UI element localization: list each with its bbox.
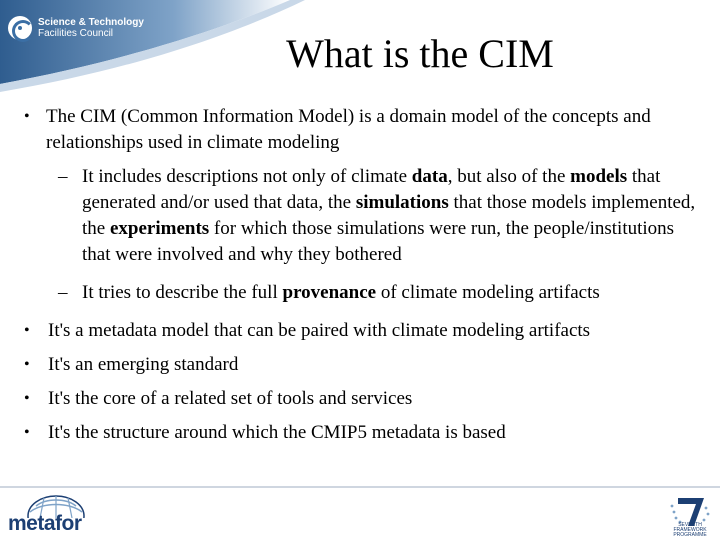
bullet-text: It's a metadata model that can be paired with climate modeling artifacts	[48, 320, 591, 341]
bullet-metadata-model	[24, 318, 704, 344]
sub-bullet-provenance	[24, 280, 704, 306]
stfc-logo	[8, 8, 178, 48]
stfc-logo-line2: Facilities Council	[38, 28, 114, 39]
bullet-text: The CIM (Common Information Model) is a domain model of the concepts and relationships used in climate modeling	[46, 106, 651, 153]
bullet-icon: •	[24, 390, 30, 407]
fp7-logo-text: SEVENTH FRAMEWORK PROGRAMME	[673, 522, 707, 538]
bullet-text: It's the structure around which the CMIP5 metadata is based	[48, 422, 506, 443]
sub-bullet-descriptions	[24, 164, 704, 268]
bullet-icon: •	[24, 424, 30, 441]
dash-icon: –	[58, 282, 68, 303]
bullet-text: It's an emerging standard	[48, 354, 239, 375]
bullet-icon: •	[24, 108, 30, 125]
stfc-logo-line1: Science & Technology	[38, 17, 144, 28]
bullet-tools-core	[24, 386, 704, 412]
text-run: of climate modeling artifacts	[376, 282, 600, 303]
bullet-icon: •	[24, 322, 30, 339]
bullet-cmip5-structure	[24, 420, 704, 446]
bold-term-simulations: simulations	[355, 192, 449, 213]
slide-title: What is the CIM	[286, 31, 554, 76]
bullet-icon: •	[24, 356, 30, 373]
sub-bullet-text	[82, 166, 695, 265]
stfc-logo-text	[38, 17, 144, 39]
bold-term-experiments: experiments	[109, 218, 210, 239]
text-run: that those models implemented, the	[82, 192, 696, 239]
bold-term-data: data	[411, 166, 448, 187]
text-run: , but also of the	[447, 166, 571, 187]
text-run: for which those simulations were run, the people/institutions that were involved and why they bothered	[82, 218, 675, 265]
dash-icon: –	[58, 166, 68, 187]
footer-divider	[0, 486, 720, 488]
text-run: It includes descriptions not only of climate	[82, 166, 412, 187]
bold-term-provenance: provenance	[282, 282, 377, 303]
bullet-text: It's the core of a related set of tools and services	[48, 388, 413, 409]
sub-bullet-text	[82, 282, 600, 303]
stfc-logo-icon	[8, 16, 32, 40]
slide-content	[24, 104, 704, 454]
metafor-logo-text: metafor	[8, 512, 82, 535]
text-run: that generated and/or used that data, the	[82, 166, 661, 213]
fp7-logo	[664, 494, 716, 538]
metafor-logo	[8, 494, 98, 538]
bullet-cim-definition	[24, 104, 704, 156]
bullet-emerging-standard	[24, 352, 704, 378]
bold-term-models: models	[570, 166, 628, 187]
text-run: It tries to describe the full	[82, 282, 283, 303]
